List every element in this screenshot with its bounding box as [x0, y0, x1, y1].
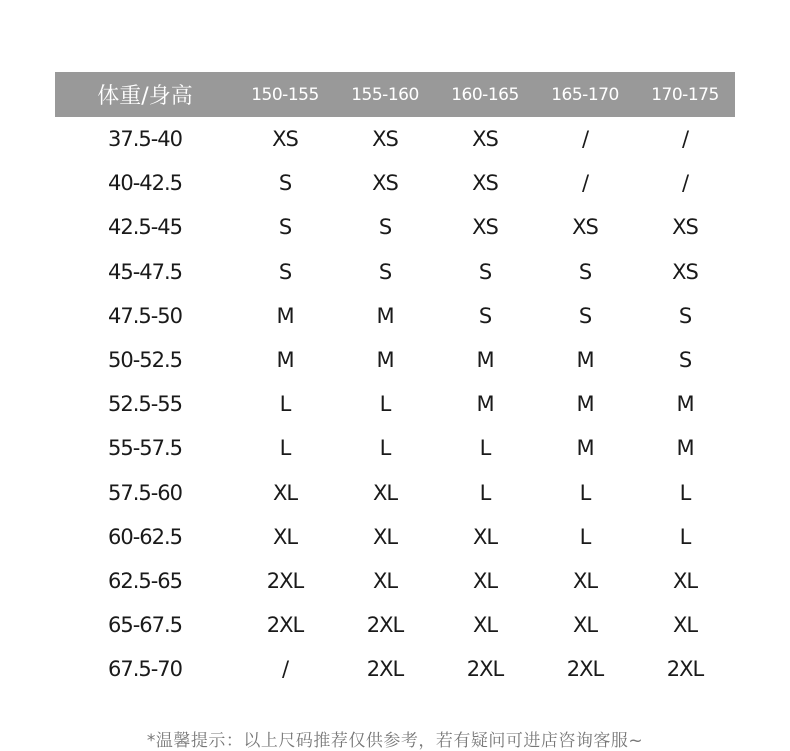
size-cell: M: [476, 348, 494, 373]
size-cell: XL: [272, 524, 298, 549]
size-cell: M: [276, 348, 294, 373]
size-cell: XS: [372, 171, 398, 196]
size-cell: 2XL: [466, 657, 504, 682]
size-cell: L: [279, 392, 291, 417]
size-cell: /: [681, 127, 689, 152]
weight-cell: 55-57.5: [107, 436, 183, 461]
weight-cell: 50-52.5: [107, 348, 183, 373]
table-body: [55, 117, 735, 691]
height-header: 150-155: [251, 84, 319, 105]
size-cell: XS: [472, 171, 498, 196]
weight-cell: 67.5-70: [107, 657, 183, 682]
table-row: [55, 294, 735, 338]
header-row: [55, 72, 735, 117]
size-cell: XS: [372, 127, 398, 152]
weight-cell: 57.5-60: [107, 480, 183, 505]
size-chart-table: [55, 72, 735, 691]
size-cell: XL: [372, 568, 398, 593]
table-row: [55, 603, 735, 647]
size-cell: M: [576, 392, 594, 417]
size-cell: L: [479, 436, 491, 461]
size-cell: XL: [472, 524, 498, 549]
size-cell: XS: [672, 259, 698, 284]
weight-cell: 60-62.5: [107, 524, 183, 549]
size-cell: XL: [372, 480, 398, 505]
weight-cell: 52.5-55: [107, 392, 183, 417]
table-row: [55, 338, 735, 382]
weight-cell: 65-67.5: [107, 613, 183, 638]
size-cell: 2XL: [566, 657, 604, 682]
table-row: [55, 205, 735, 249]
size-cell: XS: [472, 215, 498, 240]
size-cell: S: [678, 303, 692, 328]
size-cell: L: [579, 524, 591, 549]
weight-cell: 40-42.5: [107, 171, 183, 196]
size-cell: /: [281, 657, 289, 682]
size-cell: XS: [272, 127, 298, 152]
footnote: *温馨提示：以上尺码推荐仅供参考，若有疑问可进店咨询客服~: [146, 731, 644, 751]
size-cell: XL: [472, 568, 498, 593]
size-cell: S: [378, 215, 392, 240]
size-cell: /: [581, 127, 589, 152]
size-cell: XS: [572, 215, 598, 240]
size-cell: 2XL: [366, 613, 404, 638]
size-cell: S: [678, 348, 692, 373]
weight-cell: 62.5-65: [107, 568, 183, 593]
height-header: 155-160: [351, 84, 419, 105]
size-cell: M: [676, 436, 694, 461]
size-cell: 2XL: [366, 657, 404, 682]
size-cell: XL: [672, 568, 698, 593]
size-cell: XL: [272, 480, 298, 505]
weight-cell: 42.5-45: [107, 215, 183, 240]
size-cell: XL: [672, 613, 698, 638]
size-cell: XL: [372, 524, 398, 549]
size-cell: M: [376, 348, 394, 373]
size-cell: /: [581, 171, 589, 196]
size-cell: 2XL: [666, 657, 704, 682]
size-cell: M: [376, 303, 394, 328]
size-cell: S: [378, 259, 392, 284]
size-cell: S: [278, 171, 292, 196]
corner-header: 体重/身高: [97, 84, 193, 109]
size-cell: XL: [572, 613, 598, 638]
weight-cell: 47.5-50: [107, 303, 183, 328]
size-cell: M: [276, 303, 294, 328]
table-row: [55, 515, 735, 559]
size-cell: L: [379, 436, 391, 461]
size-cell: XS: [672, 215, 698, 240]
size-cell: S: [478, 303, 492, 328]
size-cell: XL: [472, 613, 498, 638]
size-cell: L: [379, 392, 391, 417]
size-cell: L: [479, 480, 491, 505]
size-cell: 2XL: [266, 568, 304, 593]
table-row: [55, 161, 735, 205]
size-cell: L: [279, 436, 291, 461]
size-cell: /: [681, 171, 689, 196]
table-row: [55, 559, 735, 603]
size-cell: M: [576, 436, 594, 461]
size-cell: 2XL: [266, 613, 304, 638]
size-cell: M: [476, 392, 494, 417]
size-cell: XL: [572, 568, 598, 593]
table-row: [55, 250, 735, 294]
size-cell: L: [679, 524, 691, 549]
size-cell: M: [676, 392, 694, 417]
weight-cell: 37.5-40: [107, 127, 183, 152]
height-header: 160-165: [451, 84, 519, 105]
size-cell: M: [576, 348, 594, 373]
table-row: [55, 117, 735, 161]
size-cell: S: [278, 215, 292, 240]
size-cell: S: [578, 303, 592, 328]
size-cell: S: [478, 259, 492, 284]
table-row: [55, 382, 735, 426]
size-cell: S: [278, 259, 292, 284]
size-cell: L: [579, 480, 591, 505]
table-row: [55, 426, 735, 470]
table-row: [55, 647, 735, 691]
table-row: [55, 471, 735, 515]
height-header: 170-175: [651, 84, 719, 105]
height-header: 165-170: [551, 84, 619, 105]
size-cell: XS: [472, 127, 498, 152]
size-cell: S: [578, 259, 592, 284]
size-cell: L: [679, 480, 691, 505]
weight-cell: 45-47.5: [107, 259, 183, 284]
